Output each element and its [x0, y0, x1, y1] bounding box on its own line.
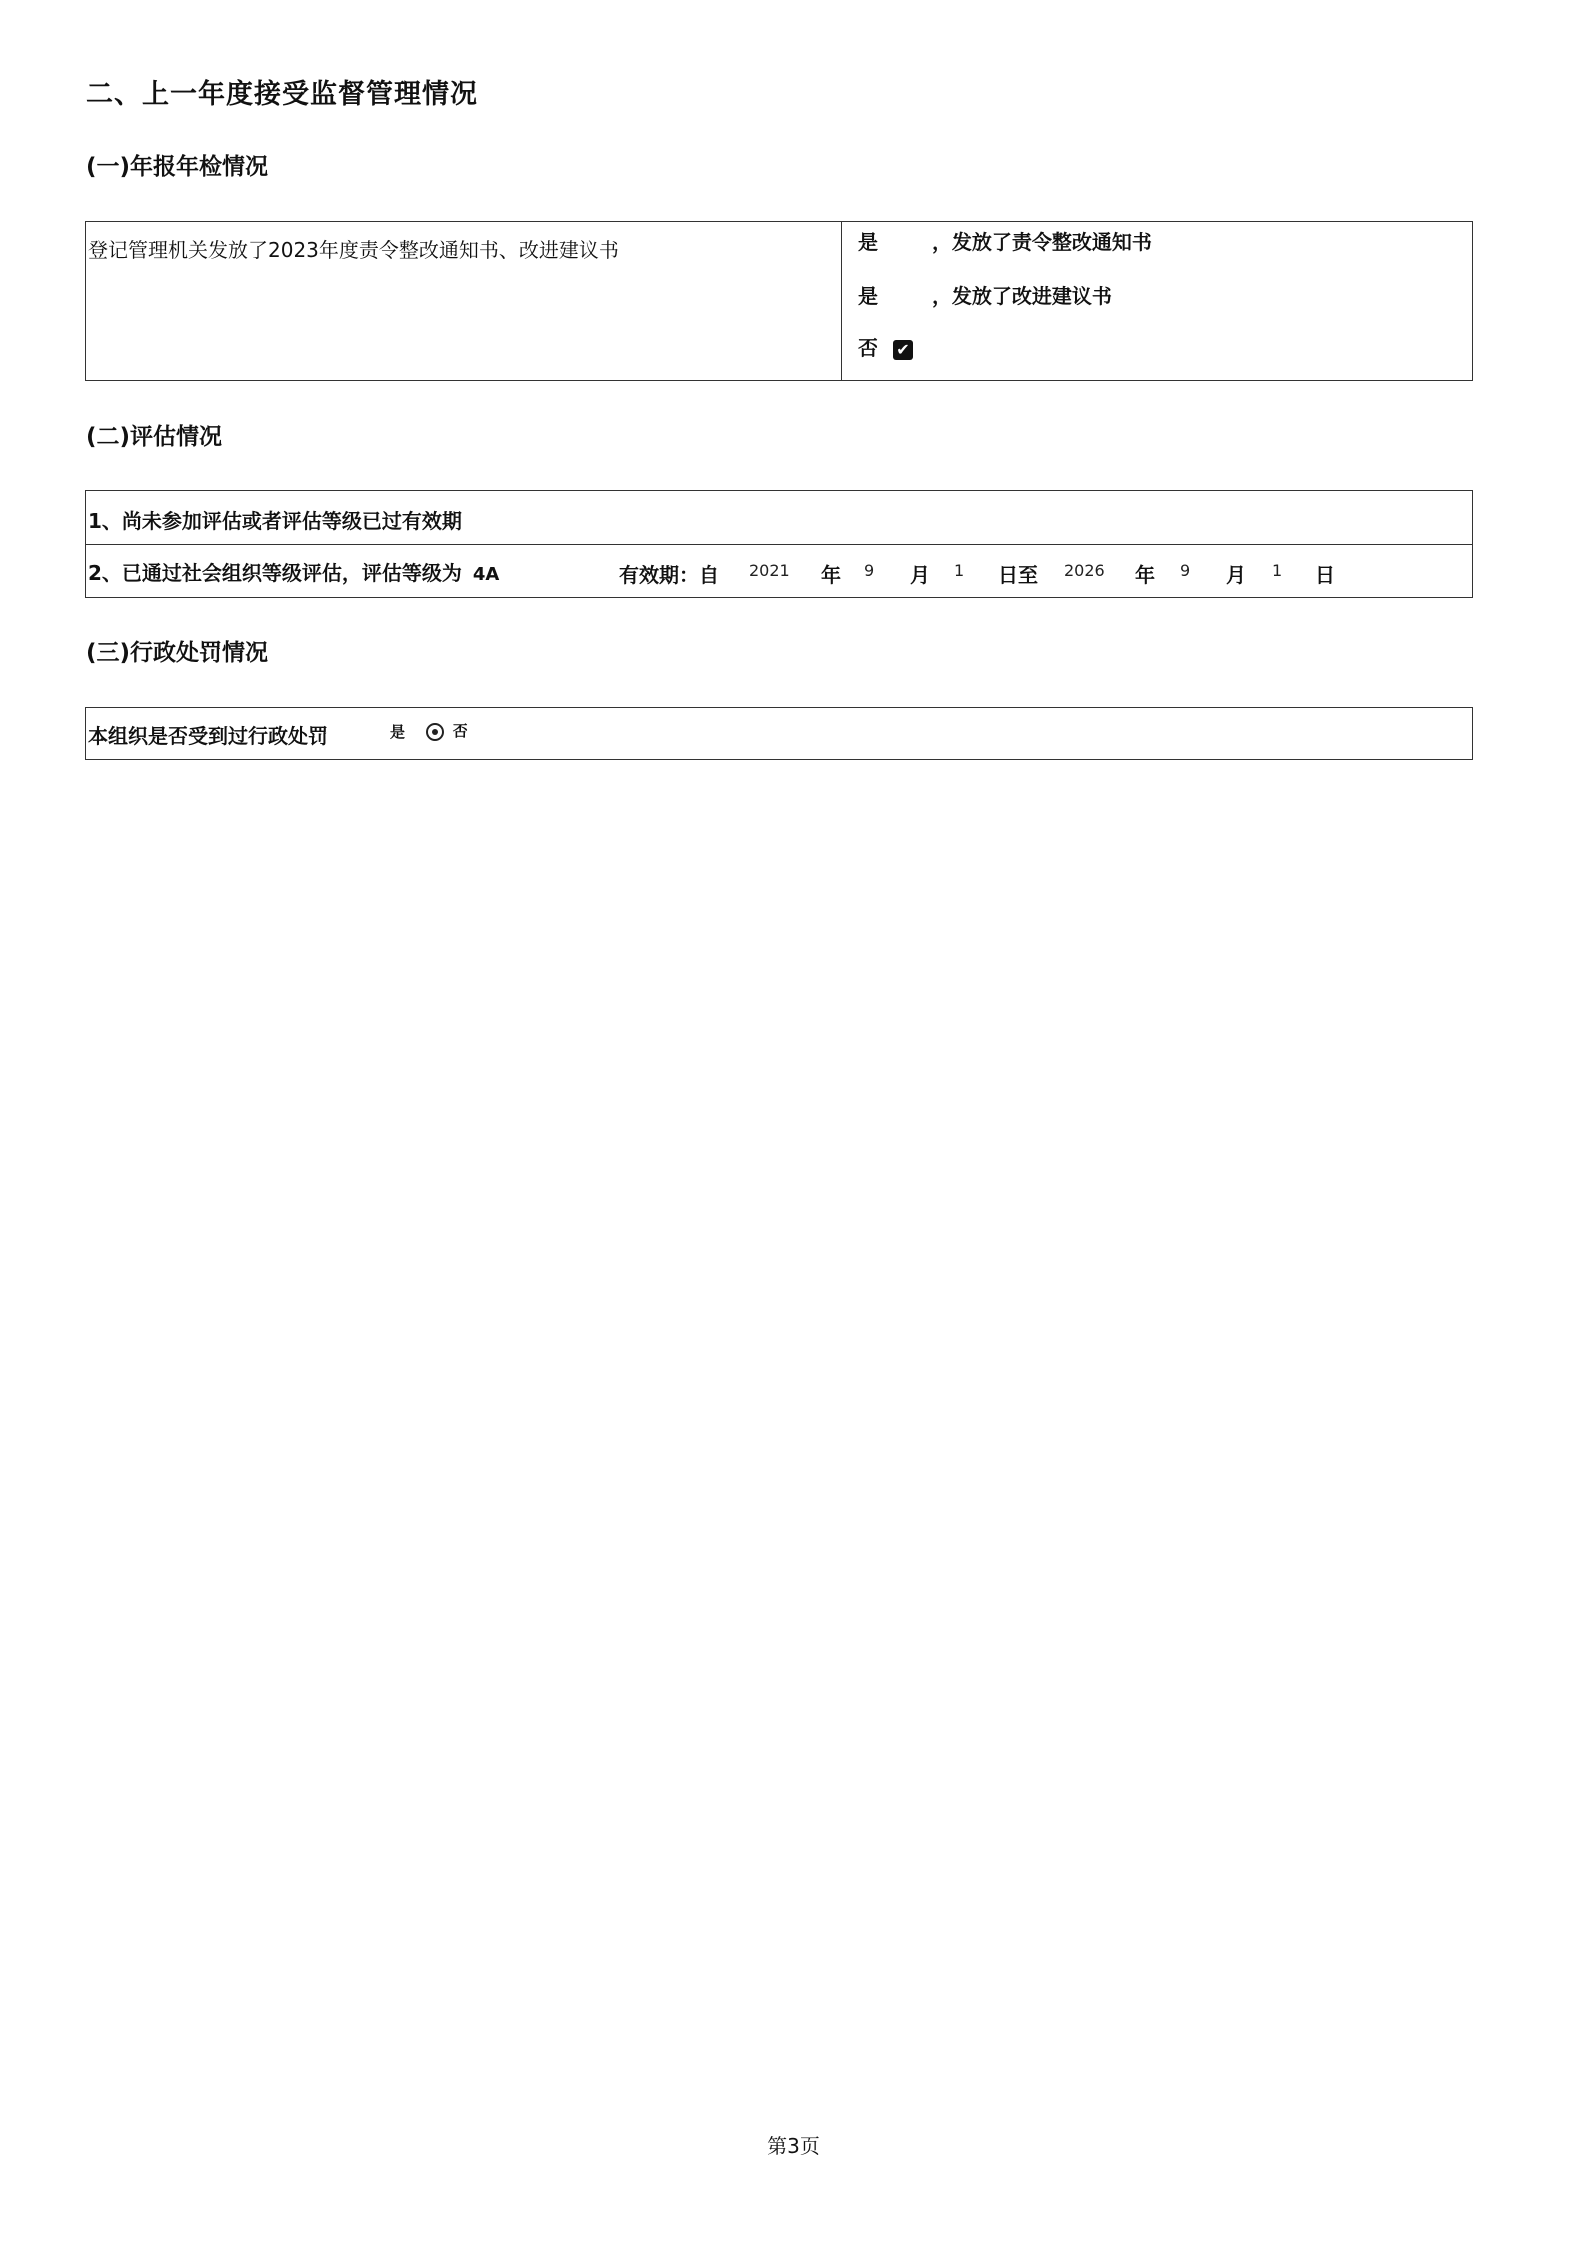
option-suggestion-yes: 是: [858, 284, 878, 308]
penalty-yes-label: 是: [390, 723, 406, 741]
end-month: 9: [1180, 561, 1191, 580]
option-no[interactable]: [858, 332, 913, 361]
option-rectification-yes: 是: [858, 230, 878, 254]
penalty-heading: (三)行政处罚情况: [86, 640, 269, 666]
evaluation-row-1: 1、尚未参加评估或者评估等级已过有效期: [88, 509, 462, 533]
option-rectification[interactable]: [858, 226, 1152, 255]
column-divider: [841, 222, 842, 380]
penalty-no-option[interactable]: [426, 720, 468, 741]
penalty-yes-option[interactable]: [390, 721, 405, 742]
validity-label: 有效期：自: [619, 563, 719, 587]
start-month: 9: [864, 561, 875, 580]
option-no-label: 否: [858, 336, 878, 360]
page-number: 第3页: [767, 2134, 820, 2158]
radio-selected-icon[interactable]: [426, 723, 444, 741]
row-divider: [86, 544, 1472, 545]
start-year: 2021: [749, 561, 790, 580]
penalty-no-label: 否: [452, 722, 468, 740]
start-month-label: 月: [910, 563, 930, 587]
evaluation-heading: (二)评估情况: [86, 424, 223, 450]
penalty-table: [85, 707, 1473, 760]
end-year: 2026: [1064, 561, 1105, 580]
option-rectification-text: ，发放了责令整改通知书: [931, 230, 1152, 254]
evaluation-table: [85, 490, 1473, 598]
evaluation-row-2-label: 2、已通过社会组织等级评估，评估等级为: [88, 561, 462, 585]
start-year-label: 年: [821, 563, 841, 587]
evaluation-row-2: [88, 557, 499, 586]
day-to-label: 日至: [998, 563, 1038, 587]
option-suggestion-text: ，发放了改进建议书: [931, 284, 1112, 308]
end-day: 1: [1272, 561, 1283, 580]
end-day-label: 日: [1315, 563, 1335, 587]
start-day: 1: [954, 561, 965, 580]
checkbox-checked-icon[interactable]: ✔: [893, 340, 913, 360]
annual-inspection-table: [85, 221, 1473, 381]
option-suggestion[interactable]: [858, 280, 1112, 309]
evaluation-grade: 4A: [472, 564, 500, 585]
end-month-label: 月: [1226, 563, 1246, 587]
penalty-question: 本组织是否受到过行政处罚: [88, 724, 328, 748]
annual-inspection-question: 登记管理机关发放了2023年度责令整改通知书、改进建议书: [88, 238, 619, 262]
annual-inspection-heading: (一)年报年检情况: [86, 154, 269, 180]
section-title: 二、上一年度接受监督管理情况: [86, 79, 478, 110]
end-year-label: 年: [1135, 563, 1155, 587]
